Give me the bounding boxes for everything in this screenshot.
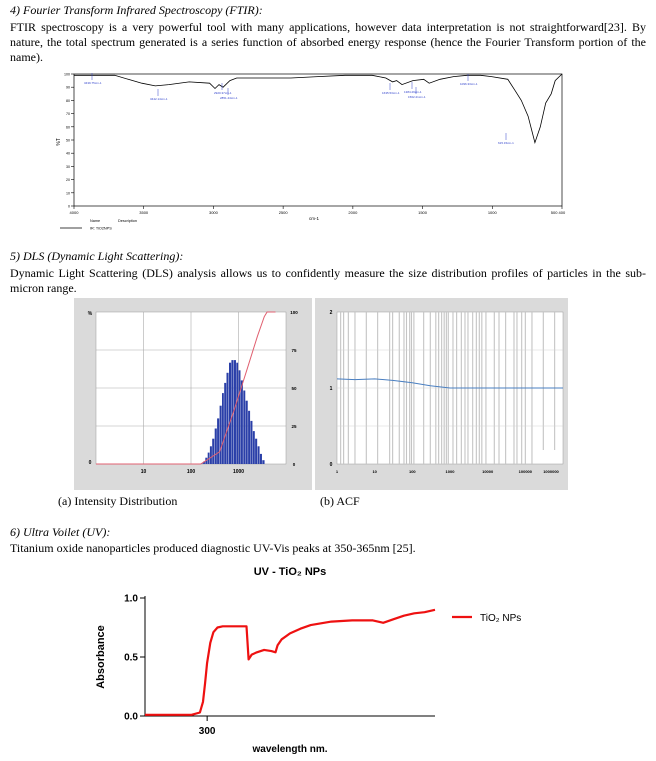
- ftir-peak-label: 1096.33cm-1: [460, 82, 478, 86]
- ftir-peak-label: 1562.21cm-1: [408, 95, 426, 99]
- dls-b-xtick-label: 1: [335, 469, 339, 474]
- ftir-ytick-label: 70: [66, 112, 70, 117]
- ftir-ytick-label: 100: [64, 72, 70, 77]
- dls-a-xtick-label: 1000: [232, 469, 245, 475]
- ftir-xtick-label: 3000: [208, 210, 218, 215]
- ftir-peak-label: 2920.37cm-1: [214, 91, 232, 95]
- ftir-ytick-label: 60: [66, 125, 70, 130]
- uv-paragraph: Titanium oxide nanoparticles produced diagnostic UV-Vis peaks at 350-365nm [25].: [10, 541, 416, 555]
- ftir-peak-label: 3442.14cm-1: [150, 97, 168, 101]
- dls-a-ytick-right: 25: [291, 424, 297, 429]
- ftir-peak-label: 1384.29cm-1: [404, 90, 422, 94]
- dls-a-bar: [212, 439, 214, 464]
- ftir-peak-label: 2851.44cm-1: [220, 96, 238, 100]
- ftir-legend-series: IR: TiO2NPS: [90, 226, 112, 231]
- dls-a-bar: [246, 401, 248, 464]
- dls-a-bar: [253, 431, 255, 464]
- ftir-xtick-label: 1500: [418, 210, 428, 215]
- uv-title: UV - TiO₂ NPs: [253, 566, 327, 578]
- dls-a-ytick-right: 100: [290, 310, 298, 315]
- ftir-peak-label: 615.15cm-1: [498, 141, 514, 145]
- uv-xlabel: wavelength nm.: [252, 744, 328, 755]
- ftir-xtick-label: 1000: [487, 210, 497, 215]
- dls-b-xtick-label: 100: [408, 469, 416, 474]
- dls-paragraph: Dynamic Light Scattering (DLS) analysis allows us to confidently measure the size distribution profiles of particles in the sub-micron range.: [10, 266, 646, 295]
- ftir-legend-description-header: Description: [118, 219, 137, 223]
- dls-acf-chart: [315, 298, 568, 490]
- dls-a-bar: [210, 446, 212, 464]
- dls-b-xtick-label: 1000: [445, 469, 455, 474]
- dls-a-bar: [215, 429, 217, 465]
- dls-a-bar: [239, 370, 241, 464]
- uv-xtick-label: 300: [198, 726, 216, 737]
- ftir-xlabel: cm-1: [309, 216, 319, 221]
- ftir-xtick-label: 2500: [278, 210, 288, 215]
- ftir-spectrum-line: [74, 74, 562, 143]
- dls-b-ytick-label: 0: [329, 462, 333, 468]
- uv-ylabel: Absorbance: [95, 625, 107, 689]
- ftir-ytick-label: 0: [68, 204, 70, 209]
- ftir-ytick-label: 10: [66, 191, 70, 196]
- dls-intensity-chart: [74, 298, 312, 490]
- uv-chart: [90, 560, 570, 758]
- uv-heading: 6) Ultra Voilet (UV):: [10, 525, 111, 539]
- ftir-ytick-label: 90: [66, 85, 70, 90]
- dls-a-bar: [250, 421, 252, 464]
- ftir-plot-frame: [74, 74, 562, 206]
- dls-b-xtick-label: 100000: [518, 469, 533, 474]
- ftir-ytick-label: 30: [66, 164, 70, 169]
- dls-b-xtick-label: 1000000: [543, 469, 559, 474]
- dls-a-xtick-label: 100: [186, 469, 196, 475]
- dls-a-bar: [243, 391, 245, 465]
- ftir-ylabel: %T: [56, 138, 62, 146]
- ftir-chart: [52, 70, 582, 240]
- ftir-ytick-label: 20: [66, 178, 70, 183]
- dls-a-ytick-right: 0: [292, 462, 296, 467]
- dls-a-ytick-right: 75: [291, 348, 297, 353]
- ftir-xtick-label: 3500: [139, 210, 149, 215]
- ftir-xtick-label: 4000: [69, 210, 79, 215]
- ftir-peak-label: 1635.53cm-1: [382, 91, 400, 95]
- uv-ytick-label: 0.0: [124, 711, 138, 723]
- dls-a-ytick-right: 50: [291, 386, 297, 391]
- dls-a-bar: [255, 439, 257, 464]
- dls-a-xtick-label: 10: [140, 469, 147, 475]
- ftir-ytick-label: 50: [66, 138, 70, 143]
- dls-a-bar: [248, 411, 250, 464]
- ftir-paragraph: FTIR spectroscopy is a very powerful tool with many applications, however data interpretation is not straightforward[23]. By nature, the total spectrum generated is a series function of absorbed energy response (hence the Fourier Transform portion of the name).: [10, 20, 646, 64]
- ftir-ytick-label: 40: [66, 151, 70, 156]
- dls-a-bar: [227, 373, 229, 464]
- ftir-legend-name-header: Name: [90, 219, 101, 223]
- ftir-xtick-label: 2000: [348, 210, 358, 215]
- dls-a-bar: [217, 418, 219, 464]
- dls-a-bar: [222, 393, 224, 464]
- ftir-ytick-label: 80: [66, 98, 70, 103]
- dls-a-bar: [241, 380, 243, 464]
- ftir-peak-label: 3439.75cm-1: [84, 81, 102, 85]
- dls-a-y-left-bottom: 0: [88, 460, 92, 466]
- dls-a-bar: [262, 460, 264, 464]
- ftir-xtick-label: 500 400: [550, 210, 566, 215]
- dls-a-bar: [258, 446, 260, 464]
- dls-b-xtick-label: 10: [372, 469, 377, 474]
- dls-caption-a: (a) Intensity Distribution: [58, 494, 178, 508]
- dls-a-bar: [234, 360, 236, 464]
- dls-b-ytick-label: 2: [329, 310, 333, 316]
- dls-a-bar: [260, 454, 262, 464]
- uv-ytick-label: 0.5: [124, 652, 138, 664]
- dls-a-bar: [224, 383, 226, 464]
- uv-ytick-label: 1.0: [124, 593, 138, 605]
- dls-b-xtick-label: 10000: [482, 469, 494, 474]
- dls-b-ytick-label: 1: [329, 386, 333, 392]
- ftir-heading: 4) Fourier Transform Infrared Spectroscopy (FTIR):: [10, 3, 263, 17]
- uv-absorbance-line: [145, 610, 435, 715]
- dls-a-bar: [220, 406, 222, 464]
- uv-legend-label: TiO₂ NPs: [480, 613, 522, 624]
- dls-caption-b: (b) ACF: [320, 494, 360, 508]
- dls-heading: 5) DLS (Dynamic Light Scattering):: [10, 249, 184, 263]
- dls-a-bar: [236, 363, 238, 464]
- dls-a-bar: [229, 363, 231, 464]
- dls-a-y-left-top: %: [87, 311, 93, 317]
